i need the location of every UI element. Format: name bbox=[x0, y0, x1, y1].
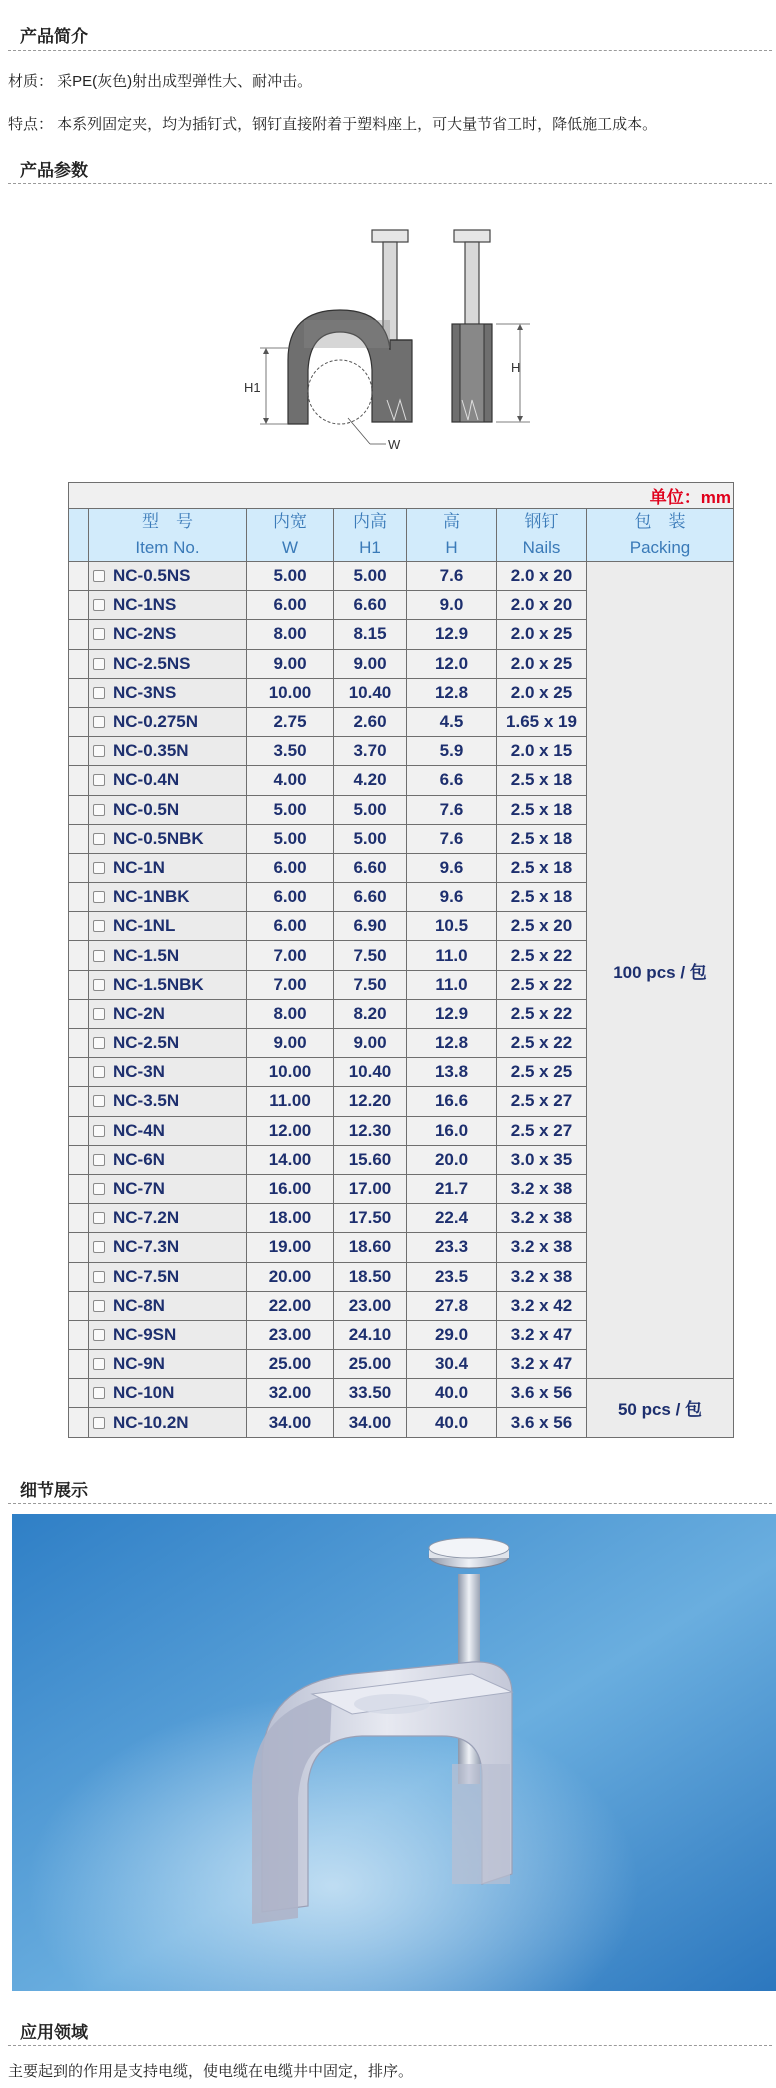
model-number: NC-0.5NBK bbox=[113, 828, 204, 848]
row-spacer bbox=[69, 824, 89, 853]
row-checkbox[interactable] bbox=[93, 1329, 105, 1341]
height-cell: 21.7 bbox=[407, 1174, 497, 1203]
width-cell: 5.00 bbox=[247, 824, 334, 853]
model-number: NC-7.2N bbox=[113, 1208, 180, 1228]
width-cell: 25.00 bbox=[247, 1350, 334, 1379]
height-cell: 12.9 bbox=[407, 620, 497, 649]
nails-cell: 2.5 x 22 bbox=[497, 999, 587, 1028]
model-cell bbox=[89, 766, 247, 795]
inner-height-cell: 33.50 bbox=[334, 1379, 407, 1408]
width-cell: 9.00 bbox=[247, 649, 334, 678]
height-cell: 9.6 bbox=[407, 883, 497, 912]
width-cell: 2.75 bbox=[247, 707, 334, 736]
model-cell bbox=[89, 1145, 247, 1174]
row-spacer bbox=[69, 941, 89, 970]
inner-height-cell: 17.00 bbox=[334, 1174, 407, 1203]
header-w-en: W bbox=[281, 538, 299, 557]
model-cell bbox=[89, 649, 247, 678]
height-cell: 29.0 bbox=[407, 1320, 497, 1349]
spec-table-body bbox=[69, 562, 734, 1438]
row-spacer bbox=[69, 912, 89, 941]
nails-cell: 3.2 x 47 bbox=[497, 1350, 587, 1379]
header-packing-cn: 包 装 bbox=[634, 512, 686, 531]
height-cell: 16.6 bbox=[407, 1087, 497, 1116]
row-checkbox[interactable] bbox=[93, 599, 105, 611]
row-spacer bbox=[69, 883, 89, 912]
inner-height-cell: 8.15 bbox=[334, 620, 407, 649]
inner-height-cell: 6.60 bbox=[334, 591, 407, 620]
nails-cell: 3.6 x 56 bbox=[497, 1408, 587, 1437]
width-cell: 16.00 bbox=[247, 1174, 334, 1203]
inner-height-cell: 6.90 bbox=[334, 912, 407, 941]
nails-cell: 2.5 x 18 bbox=[497, 795, 587, 824]
row-checkbox[interactable] bbox=[93, 804, 105, 816]
model-cell bbox=[89, 1087, 247, 1116]
height-cell: 12.9 bbox=[407, 999, 497, 1028]
row-spacer bbox=[69, 1233, 89, 1262]
row-checkbox[interactable] bbox=[93, 1300, 105, 1312]
row-spacer bbox=[69, 737, 89, 766]
application-title: 应用领域 bbox=[20, 2023, 88, 2042]
inner-height-cell: 7.50 bbox=[334, 970, 407, 999]
inner-height-cell: 12.20 bbox=[334, 1087, 407, 1116]
model-number: NC-3NS bbox=[113, 682, 177, 702]
spec-table bbox=[68, 482, 734, 1438]
row-checkbox[interactable] bbox=[93, 745, 105, 757]
model-number: NC-2N bbox=[113, 1003, 165, 1023]
table-row bbox=[69, 562, 734, 591]
model-cell bbox=[89, 941, 247, 970]
height-cell: 27.8 bbox=[407, 1291, 497, 1320]
model-number: NC-7N bbox=[113, 1179, 165, 1199]
row-checkbox[interactable] bbox=[93, 1154, 105, 1166]
model-cell bbox=[89, 1408, 247, 1437]
row-spacer bbox=[69, 1174, 89, 1203]
inner-height-cell: 17.50 bbox=[334, 1204, 407, 1233]
header-spacer bbox=[69, 509, 89, 562]
header-nails bbox=[497, 509, 587, 562]
nails-cell: 2.5 x 18 bbox=[497, 824, 587, 853]
nails-cell: 2.5 x 25 bbox=[497, 1058, 587, 1087]
row-spacer bbox=[69, 1087, 89, 1116]
row-spacer bbox=[69, 649, 89, 678]
inner-height-cell: 6.60 bbox=[334, 883, 407, 912]
model-number: NC-3.5N bbox=[113, 1091, 180, 1111]
height-cell: 10.5 bbox=[407, 912, 497, 941]
inner-height-cell: 5.00 bbox=[334, 824, 407, 853]
row-checkbox[interactable] bbox=[93, 891, 105, 903]
height-cell: 12.8 bbox=[407, 678, 497, 707]
row-spacer bbox=[69, 1029, 89, 1058]
row-spacer bbox=[69, 707, 89, 736]
nails-cell: 2.5 x 18 bbox=[497, 853, 587, 882]
model-cell bbox=[89, 1029, 247, 1058]
width-cell: 6.00 bbox=[247, 853, 334, 882]
model-number: NC-4N bbox=[113, 1120, 165, 1140]
row-checkbox[interactable] bbox=[93, 1241, 105, 1253]
nails-cell: 2.5 x 22 bbox=[497, 941, 587, 970]
height-cell: 6.6 bbox=[407, 766, 497, 795]
height-cell: 4.5 bbox=[407, 707, 497, 736]
row-spacer bbox=[69, 562, 89, 591]
label-h: H bbox=[511, 360, 521, 375]
row-spacer bbox=[69, 970, 89, 999]
detail-divider bbox=[8, 1503, 772, 1504]
width-cell: 14.00 bbox=[247, 1145, 334, 1174]
height-cell: 40.0 bbox=[407, 1408, 497, 1437]
inner-height-cell: 34.00 bbox=[334, 1408, 407, 1437]
model-cell bbox=[89, 737, 247, 766]
model-number: NC-3N bbox=[113, 1062, 165, 1082]
inner-height-cell: 6.60 bbox=[334, 853, 407, 882]
inner-height-cell: 23.00 bbox=[334, 1291, 407, 1320]
width-cell: 32.00 bbox=[247, 1379, 334, 1408]
model-cell bbox=[89, 620, 247, 649]
nails-cell: 3.2 x 38 bbox=[497, 1233, 587, 1262]
width-cell: 11.00 bbox=[247, 1087, 334, 1116]
inner-height-cell: 9.00 bbox=[334, 649, 407, 678]
height-cell: 23.3 bbox=[407, 1233, 497, 1262]
height-cell: 30.4 bbox=[407, 1350, 497, 1379]
model-number: NC-2.5N bbox=[113, 1033, 180, 1053]
packing-cell: 50 pcs / 包 bbox=[587, 1379, 734, 1437]
model-cell bbox=[89, 1291, 247, 1320]
nails-cell: 3.0 x 35 bbox=[497, 1145, 587, 1174]
model-cell bbox=[89, 1233, 247, 1262]
row-spacer bbox=[69, 766, 89, 795]
header-w bbox=[247, 509, 334, 562]
height-cell: 16.0 bbox=[407, 1116, 497, 1145]
table-row bbox=[69, 1379, 734, 1408]
unit-row bbox=[69, 483, 734, 509]
model-cell bbox=[89, 1262, 247, 1291]
height-cell: 20.0 bbox=[407, 1145, 497, 1174]
width-cell: 9.00 bbox=[247, 1029, 334, 1058]
row-spacer bbox=[69, 795, 89, 824]
model-number: NC-0.4N bbox=[113, 770, 180, 790]
nails-cell: 2.5 x 27 bbox=[497, 1087, 587, 1116]
model-number: NC-2NS bbox=[113, 624, 177, 644]
model-number: NC-9N bbox=[113, 1354, 165, 1374]
width-cell: 22.00 bbox=[247, 1291, 334, 1320]
nails-cell: 2.0 x 15 bbox=[497, 737, 587, 766]
row-spacer bbox=[69, 1058, 89, 1087]
label-w: W bbox=[388, 437, 401, 452]
inner-height-cell: 4.20 bbox=[334, 766, 407, 795]
row-checkbox[interactable] bbox=[93, 570, 105, 582]
width-cell: 10.00 bbox=[247, 678, 334, 707]
row-checkbox[interactable] bbox=[93, 833, 105, 845]
inner-height-cell: 9.00 bbox=[334, 1029, 407, 1058]
product-photo bbox=[12, 1514, 776, 1991]
inner-height-cell: 5.00 bbox=[334, 795, 407, 824]
row-checkbox[interactable] bbox=[93, 1183, 105, 1195]
inner-height-cell: 15.60 bbox=[334, 1145, 407, 1174]
detail-title: 细节展示 bbox=[20, 1481, 88, 1500]
label-h1: H1 bbox=[244, 380, 261, 395]
model-cell bbox=[89, 999, 247, 1028]
model-cell bbox=[89, 1174, 247, 1203]
height-cell: 23.5 bbox=[407, 1262, 497, 1291]
params-divider bbox=[8, 183, 772, 184]
nails-cell: 3.6 x 56 bbox=[497, 1379, 587, 1408]
row-checkbox[interactable] bbox=[93, 687, 105, 699]
height-cell: 22.4 bbox=[407, 1204, 497, 1233]
inner-height-cell: 24.10 bbox=[334, 1320, 407, 1349]
nails-cell: 2.0 x 25 bbox=[497, 649, 587, 678]
model-cell bbox=[89, 1204, 247, 1233]
nails-cell: 3.2 x 38 bbox=[497, 1174, 587, 1203]
inner-height-cell: 25.00 bbox=[334, 1350, 407, 1379]
intro-divider bbox=[8, 50, 772, 51]
row-checkbox[interactable] bbox=[93, 1271, 105, 1283]
nails-cell: 2.5 x 27 bbox=[497, 1116, 587, 1145]
nails-cell: 2.0 x 20 bbox=[497, 562, 587, 591]
nails-cell: 2.5 x 22 bbox=[497, 1029, 587, 1058]
header-h-cn: 高 bbox=[443, 512, 460, 531]
inner-height-cell: 18.60 bbox=[334, 1233, 407, 1262]
row-checkbox[interactable] bbox=[93, 1417, 105, 1429]
height-cell: 11.0 bbox=[407, 970, 497, 999]
header-h bbox=[407, 509, 497, 562]
width-cell: 3.50 bbox=[247, 737, 334, 766]
model-number: NC-9SN bbox=[113, 1324, 177, 1344]
width-cell: 34.00 bbox=[247, 1408, 334, 1437]
inner-height-cell: 2.60 bbox=[334, 707, 407, 736]
header-packing-en: Packing bbox=[629, 538, 691, 557]
width-cell: 6.00 bbox=[247, 912, 334, 941]
model-number: NC-7.5N bbox=[113, 1266, 180, 1286]
row-checkbox[interactable] bbox=[93, 716, 105, 728]
width-cell: 18.00 bbox=[247, 1204, 334, 1233]
model-cell bbox=[89, 1379, 247, 1408]
height-cell: 7.6 bbox=[407, 562, 497, 591]
model-cell bbox=[89, 707, 247, 736]
nails-cell: 2.5 x 18 bbox=[497, 883, 587, 912]
model-cell bbox=[89, 853, 247, 882]
row-checkbox[interactable] bbox=[93, 1387, 105, 1399]
width-cell: 8.00 bbox=[247, 620, 334, 649]
row-spacer bbox=[69, 1379, 89, 1408]
header-h1 bbox=[334, 509, 407, 562]
row-spacer bbox=[69, 853, 89, 882]
header-h-en: H bbox=[445, 538, 458, 557]
nails-cell: 3.2 x 38 bbox=[497, 1204, 587, 1233]
width-cell: 23.00 bbox=[247, 1320, 334, 1349]
header-item-no bbox=[89, 509, 247, 562]
material-text: 材质： 采PE(灰色)射出成型弹性大、耐冲击。 bbox=[8, 73, 313, 90]
model-number: NC-2.5NS bbox=[113, 653, 191, 673]
width-cell: 10.00 bbox=[247, 1058, 334, 1087]
model-number: NC-0.5N bbox=[113, 799, 180, 819]
model-number: NC-1.5N bbox=[113, 945, 180, 965]
model-number: NC-7.3N bbox=[113, 1237, 180, 1257]
header-h1-cn: 内高 bbox=[353, 512, 387, 531]
row-checkbox[interactable] bbox=[93, 862, 105, 874]
model-cell bbox=[89, 678, 247, 707]
row-checkbox[interactable] bbox=[93, 1066, 105, 1078]
model-cell bbox=[89, 562, 247, 591]
row-checkbox[interactable] bbox=[93, 1008, 105, 1020]
height-cell: 12.8 bbox=[407, 1029, 497, 1058]
unit-label: 单位：mm bbox=[69, 483, 734, 509]
model-number: NC-8N bbox=[113, 1295, 165, 1315]
nails-cell: 2.5 x 22 bbox=[497, 970, 587, 999]
row-checkbox[interactable] bbox=[93, 1125, 105, 1137]
model-number: NC-10N bbox=[113, 1383, 175, 1403]
header-nails-en: Nails bbox=[522, 538, 561, 557]
dimension-drawing bbox=[240, 220, 560, 460]
row-checkbox[interactable] bbox=[93, 1358, 105, 1370]
nails-cell: 2.5 x 20 bbox=[497, 912, 587, 941]
header-row bbox=[69, 509, 734, 562]
model-cell bbox=[89, 1058, 247, 1087]
row-checkbox[interactable] bbox=[93, 628, 105, 640]
row-spacer bbox=[69, 1350, 89, 1379]
row-checkbox[interactable] bbox=[93, 1095, 105, 1107]
width-cell: 20.00 bbox=[247, 1262, 334, 1291]
width-cell: 5.00 bbox=[247, 795, 334, 824]
row-spacer bbox=[69, 1204, 89, 1233]
model-cell bbox=[89, 1320, 247, 1349]
inner-height-cell: 5.00 bbox=[334, 562, 407, 591]
row-checkbox[interactable] bbox=[93, 1212, 105, 1224]
width-cell: 4.00 bbox=[247, 766, 334, 795]
width-cell: 12.00 bbox=[247, 1116, 334, 1145]
row-checkbox[interactable] bbox=[93, 658, 105, 670]
nails-cell: 3.2 x 47 bbox=[497, 1320, 587, 1349]
nails-cell: 2.0 x 20 bbox=[497, 591, 587, 620]
inner-height-cell: 10.40 bbox=[334, 678, 407, 707]
width-cell: 7.00 bbox=[247, 941, 334, 970]
height-cell: 13.8 bbox=[407, 1058, 497, 1087]
height-cell: 7.6 bbox=[407, 824, 497, 853]
inner-height-cell: 8.20 bbox=[334, 999, 407, 1028]
row-spacer bbox=[69, 1262, 89, 1291]
model-number: NC-1.5NBK bbox=[113, 974, 204, 994]
model-cell bbox=[89, 883, 247, 912]
height-cell: 12.0 bbox=[407, 649, 497, 678]
row-checkbox[interactable] bbox=[93, 1037, 105, 1049]
width-cell: 6.00 bbox=[247, 591, 334, 620]
row-spacer bbox=[69, 999, 89, 1028]
height-cell: 11.0 bbox=[407, 941, 497, 970]
height-cell: 5.9 bbox=[407, 737, 497, 766]
inner-height-cell: 3.70 bbox=[334, 737, 407, 766]
header-item-no-en: Item No. bbox=[135, 538, 200, 557]
model-cell bbox=[89, 795, 247, 824]
packing-cell: 100 pcs / 包 bbox=[587, 562, 734, 1379]
model-number: NC-10.2N bbox=[113, 1412, 189, 1432]
width-cell: 8.00 bbox=[247, 999, 334, 1028]
nails-cell: 2.5 x 18 bbox=[497, 766, 587, 795]
model-cell bbox=[89, 824, 247, 853]
row-spacer bbox=[69, 1291, 89, 1320]
row-checkbox[interactable] bbox=[93, 774, 105, 786]
model-cell bbox=[89, 912, 247, 941]
inner-height-cell: 12.30 bbox=[334, 1116, 407, 1145]
height-cell: 9.6 bbox=[407, 853, 497, 882]
row-checkbox[interactable] bbox=[93, 979, 105, 991]
features-text: 特点： 本系列固定夹，均为插钉式，钢钉直接附着于塑料座上，可大量节省工时，降低施工成本。 bbox=[8, 116, 658, 133]
model-number: NC-1N bbox=[113, 857, 165, 877]
row-spacer bbox=[69, 1116, 89, 1145]
row-checkbox[interactable] bbox=[93, 920, 105, 932]
header-packing bbox=[587, 509, 734, 562]
height-cell: 40.0 bbox=[407, 1379, 497, 1408]
intro-title: 产品简介 bbox=[20, 27, 88, 46]
row-spacer bbox=[69, 1145, 89, 1174]
application-divider bbox=[8, 2045, 772, 2046]
row-spacer bbox=[69, 620, 89, 649]
model-number: NC-1NBK bbox=[113, 887, 190, 907]
application-text: 主要起到的作用是支持电缆，使电缆在电缆井中固定，排序。 bbox=[8, 2063, 414, 2080]
params-title: 产品参数 bbox=[20, 161, 88, 180]
row-spacer bbox=[69, 591, 89, 620]
width-cell: 7.00 bbox=[247, 970, 334, 999]
nails-cell: 1.65 x 19 bbox=[497, 707, 587, 736]
model-number: NC-1NS bbox=[113, 595, 177, 615]
model-number: NC-6N bbox=[113, 1149, 165, 1169]
header-item-no-cn: 型 号 bbox=[142, 512, 193, 531]
model-number: NC-0.275N bbox=[113, 712, 199, 732]
inner-height-cell: 18.50 bbox=[334, 1262, 407, 1291]
model-number: NC-0.5NS bbox=[113, 566, 191, 586]
row-spacer bbox=[69, 1320, 89, 1349]
nails-cell: 2.0 x 25 bbox=[497, 678, 587, 707]
nails-cell: 3.2 x 38 bbox=[497, 1262, 587, 1291]
width-cell: 5.00 bbox=[247, 562, 334, 591]
model-number: NC-1NL bbox=[113, 916, 176, 936]
row-checkbox[interactable] bbox=[93, 950, 105, 962]
width-cell: 19.00 bbox=[247, 1233, 334, 1262]
model-cell bbox=[89, 591, 247, 620]
header-nails-cn: 钢钉 bbox=[524, 512, 559, 531]
model-number: NC-0.35N bbox=[113, 741, 189, 761]
header-h1-en: H1 bbox=[359, 538, 381, 557]
height-cell: 9.0 bbox=[407, 591, 497, 620]
row-spacer bbox=[69, 678, 89, 707]
model-cell bbox=[89, 970, 247, 999]
height-cell: 7.6 bbox=[407, 795, 497, 824]
nails-cell: 3.2 x 42 bbox=[497, 1291, 587, 1320]
model-cell bbox=[89, 1116, 247, 1145]
model-cell bbox=[89, 1350, 247, 1379]
row-spacer bbox=[69, 1408, 89, 1437]
width-cell: 6.00 bbox=[247, 883, 334, 912]
nails-cell: 2.0 x 25 bbox=[497, 620, 587, 649]
inner-height-cell: 10.40 bbox=[334, 1058, 407, 1087]
header-w-cn: 内宽 bbox=[273, 512, 307, 531]
inner-height-cell: 7.50 bbox=[334, 941, 407, 970]
